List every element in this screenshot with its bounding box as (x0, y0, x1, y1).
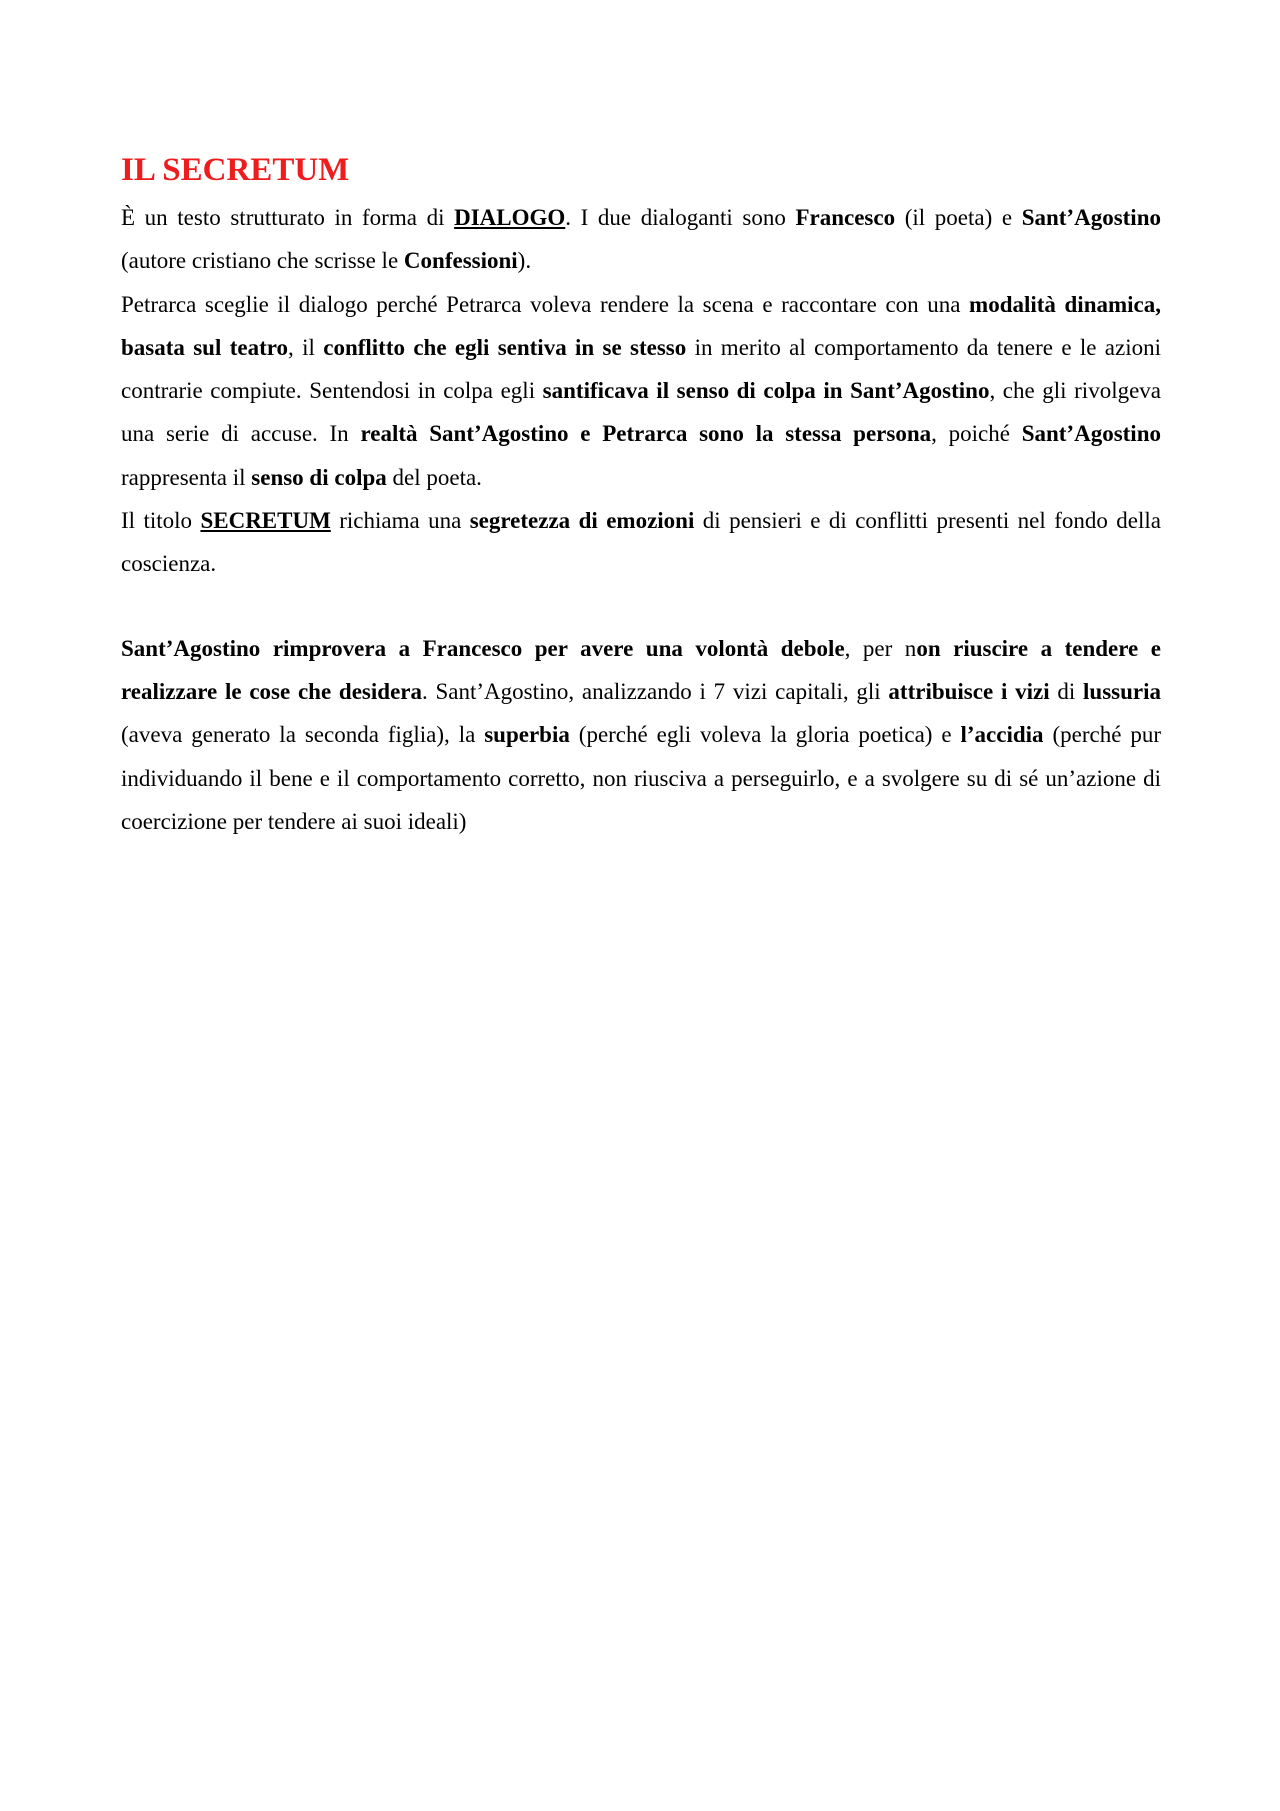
keyword-confessioni: Confessioni (403, 248, 518, 274)
bold-phrase: lussuria (1083, 678, 1161, 704)
keyword-secretum: SECRETUM (200, 508, 331, 534)
text-span: rappresenta il (121, 464, 252, 490)
text-span: , poiché (931, 421, 1022, 447)
text-span: . Sant’Agostino, analizzando i 7 vizi capitali, gli (421, 678, 889, 704)
text-span: Il titolo (121, 508, 201, 534)
paragraph-title-meaning (121, 499, 1161, 586)
text-span: del poeta. (386, 464, 482, 490)
bold-phrase: l’accidia (960, 722, 1044, 748)
text-span: (autore cristiano che scrisse le (121, 248, 404, 274)
text-span: richiama una (330, 508, 470, 534)
bold-phrase: attribuisce i vizi (888, 678, 1050, 704)
text-span: È un testo strutturato in forma di (121, 205, 455, 230)
bold-phrase: Sant’Agostino rimprovera a Francesco per avere una volontà debole (121, 635, 845, 661)
text-span: (perché egli voleva la gloria poetica) e (569, 722, 961, 748)
bold-phrase: santificava il senso di colpa in Sant’Agostino (542, 378, 990, 404)
text-span: di (1049, 678, 1084, 704)
text-span: , il (288, 334, 324, 360)
bold-phrase: on riuscire a tendere e realizzare le cose che desidera (121, 635, 1161, 704)
bold-phrase: Sant’Agostino (1021, 421, 1161, 447)
paragraph-vices (121, 627, 1161, 843)
text-span: Petrarca sceglie il dialogo perché Petrarca voleva rendere la scena e raccontare con una (121, 291, 970, 317)
paragraph-intro (121, 196, 1161, 283)
keyword-dialogo: DIALOGO (454, 205, 566, 230)
bold-phrase: realtà Sant’Agostino e Petrarca sono la stessa persona (360, 421, 932, 447)
bold-phrase: modalità dinamica, basata sul teatro (121, 291, 1162, 360)
text-span: , che gli rivolgeva una serie di accuse. In (121, 378, 1161, 447)
text-span: in merito al comportamento da tenere e le azioni contrarie compiute. Sentendosi in colpa egli (121, 334, 1162, 404)
text-span: , per n (844, 635, 917, 661)
bold-phrase: conflitto che egli sentiva in se stesso (323, 334, 687, 360)
bold-phrase: segretezza di emozioni (469, 508, 695, 534)
bold-phrase: superbia (484, 722, 570, 748)
keyword-santagostino: Sant’Agostino (1021, 205, 1161, 230)
text-span: di pensieri e di conflitti presenti nel fondo della coscienza. (121, 508, 1161, 577)
paragraph-dialogue-reason (121, 283, 1161, 499)
text-span: (perché pur individuando il bene e il comportamento corretto, non riusciva a perseguirlo, e a svolgere su di sé un’azione di coercizione per tendere ai suoi ideali) (121, 722, 1161, 834)
document-page (121, 150, 1161, 843)
bold-phrase: senso di colpa (251, 464, 387, 490)
text-span: ). (517, 248, 532, 274)
keyword-francesco: Francesco (795, 205, 896, 230)
text-span: (il poeta) e (895, 205, 1022, 230)
paragraph-gap (121, 586, 1161, 627)
document-title: IL SECRETUM (121, 152, 350, 188)
text-span: . I due dialoganti sono (565, 205, 796, 230)
text-span: (aveva generato la seconda figlia), la (121, 722, 485, 748)
